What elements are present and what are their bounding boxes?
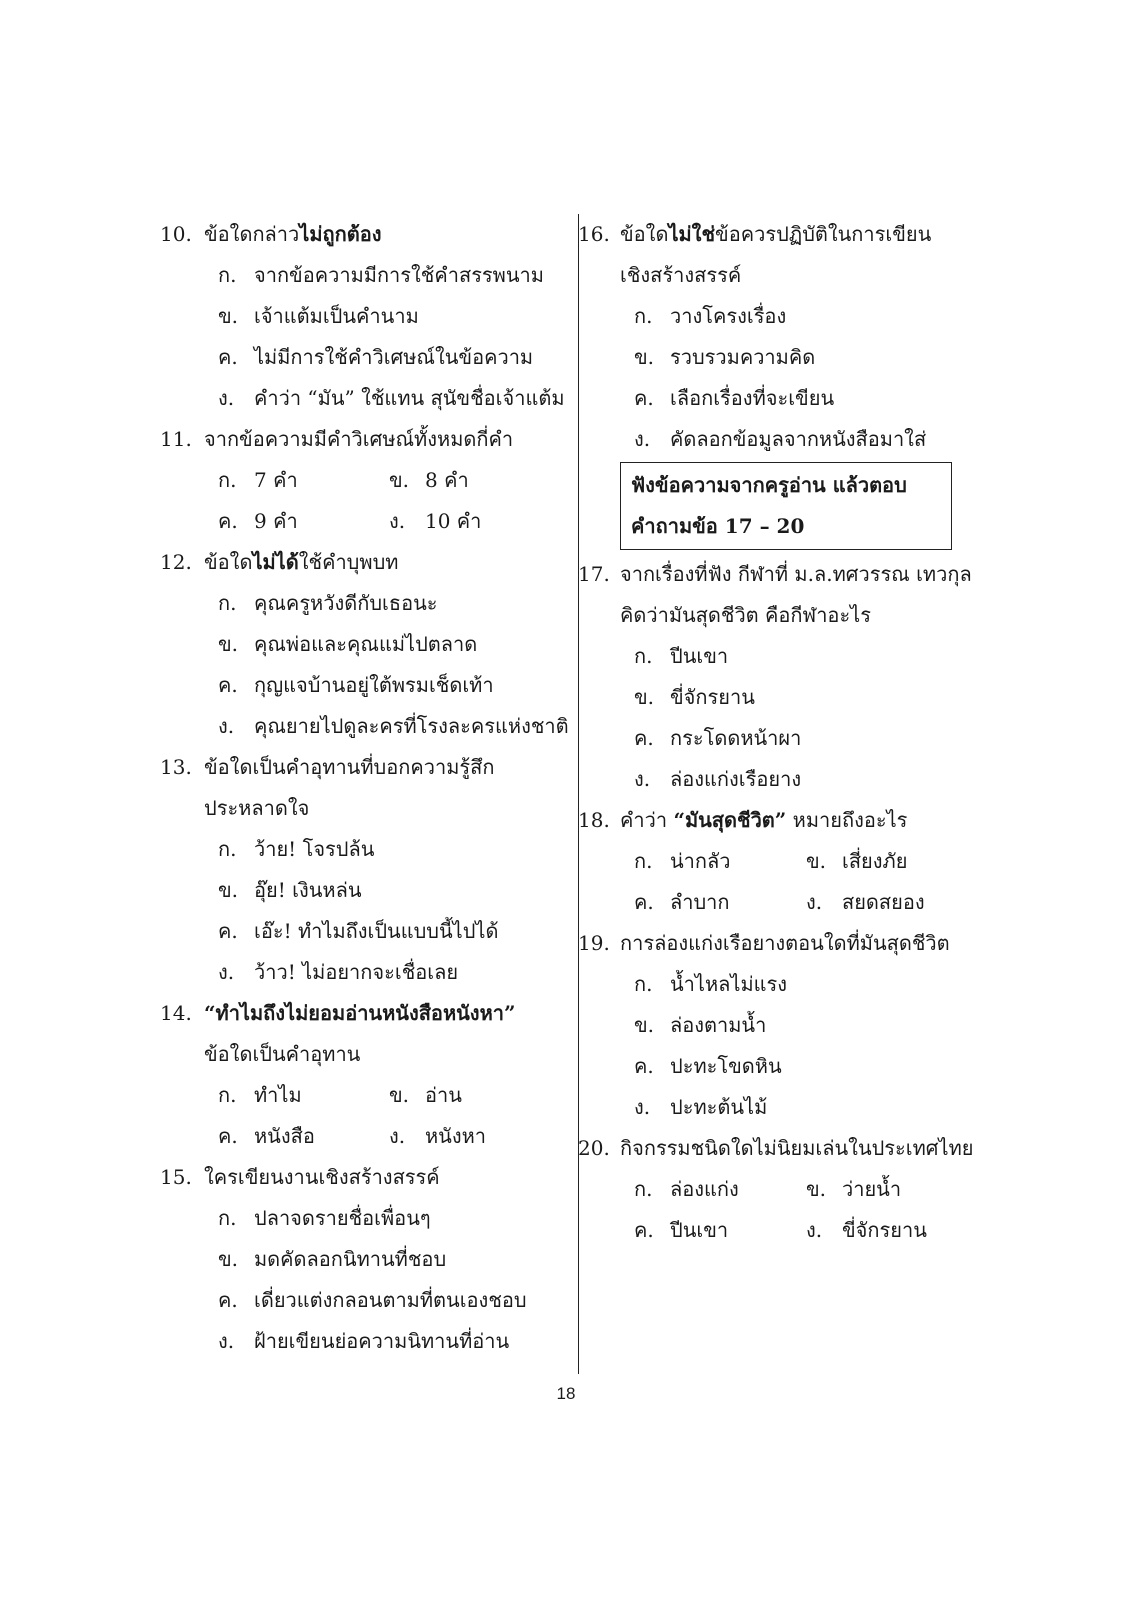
choice-label: ง. <box>634 1095 651 1119</box>
question-stem <box>160 419 560 460</box>
choice-label: ง. <box>634 767 651 791</box>
question-18 <box>578 800 978 923</box>
choice-text: อุ๊ย! เงินหล่น <box>254 878 362 902</box>
answer-choice[interactable] <box>578 378 978 419</box>
answer-choice[interactable] <box>634 841 806 882</box>
choice-label: ข. <box>218 878 239 902</box>
question-text-post: หมายถึงอะไร <box>786 808 908 832</box>
choice-label: ข. <box>218 304 239 328</box>
question-14 <box>160 993 560 1157</box>
answer-choice[interactable] <box>160 870 560 911</box>
question-text: ใครเขียนงานเชิงสร้างสรรค์ <box>204 1165 440 1189</box>
answer-choice[interactable] <box>578 718 978 759</box>
question-stem <box>160 542 560 583</box>
answer-choice[interactable] <box>389 460 560 501</box>
question-text <box>204 542 560 583</box>
choice-text: ขี่จักรยาน <box>842 1218 927 1242</box>
question-continuation: เชิงสร้างสรรค์ <box>620 263 742 287</box>
answer-choice-row <box>160 1116 560 1157</box>
choice-text: รวบรวมความคิด <box>670 345 816 369</box>
choice-text: คำว่า “มัน” ใช้แทน สุนัขชื่อเจ้าแต้ม <box>254 386 565 410</box>
choice-text: 9 คำ <box>254 509 298 533</box>
right-column <box>578 214 978 1251</box>
choice-text: ลำบาก <box>670 890 730 914</box>
question-number: 15. <box>160 1165 192 1189</box>
choice-label: ข. <box>218 632 239 656</box>
choice-label: ข. <box>806 1177 827 1201</box>
question-number: 13. <box>160 755 192 779</box>
question-continuation: ประหลาดใจ <box>204 796 310 820</box>
choice-label: ข. <box>806 849 827 873</box>
answer-choice[interactable] <box>218 1116 389 1157</box>
choice-text: เดี่ยวแต่งกลอนตามที่ตนเองชอบ <box>254 1288 527 1312</box>
question-emphasis: ไม่ถูกต้อง <box>299 222 382 246</box>
choice-label: ง. <box>634 427 651 451</box>
answer-choice[interactable] <box>160 911 560 952</box>
choice-label: ง. <box>389 509 406 533</box>
question-text: กิจกรรมชนิดใดไม่นิยมเล่นในประเทศไทย <box>620 1136 974 1160</box>
choice-text: น่ากลัว <box>670 849 731 873</box>
question-continuation: คิดว่ามันสุดชีวิต คือกีฬาอะไร <box>620 603 871 627</box>
answer-choice[interactable] <box>634 882 806 923</box>
question-text-pre: คำว่า <box>620 808 674 832</box>
question-number: 18. <box>578 808 610 832</box>
choice-label: ง. <box>218 714 235 738</box>
question-number: 16. <box>578 222 610 246</box>
choice-text: ปะทะโขดหิน <box>670 1054 782 1078</box>
choice-label: ก. <box>218 591 237 615</box>
choice-label: ค. <box>634 726 654 750</box>
choice-label: ค. <box>218 919 238 943</box>
answer-choice[interactable] <box>634 1169 806 1210</box>
question-continuation: ข้อใดเป็นคำอุทาน <box>204 1042 361 1066</box>
choice-label: ง. <box>218 386 235 410</box>
choice-label: ง. <box>389 1124 406 1148</box>
answer-choice[interactable] <box>578 296 978 337</box>
answer-choice[interactable] <box>160 1198 560 1239</box>
answer-choice[interactable] <box>160 665 560 706</box>
question-number: 12. <box>160 550 192 574</box>
choice-label: ค. <box>634 386 654 410</box>
answer-choice[interactable] <box>389 501 560 542</box>
question-number: 20. <box>578 1136 610 1160</box>
answer-choice[interactable] <box>389 1075 560 1116</box>
question-12 <box>160 542 569 747</box>
question-text <box>204 214 560 255</box>
question-text: การล่องแก่งเรือยางตอนใดที่มันสุดชีวิต <box>620 931 950 955</box>
answer-choice[interactable] <box>218 1075 389 1116</box>
answer-choice[interactable] <box>578 677 978 718</box>
answer-choice[interactable] <box>218 501 389 542</box>
answer-choice[interactable] <box>634 1210 806 1251</box>
answer-choice[interactable] <box>578 964 978 1005</box>
answer-choice[interactable] <box>806 882 978 923</box>
question-15 <box>160 1157 560 1362</box>
question-emphasis: “มันสุดชีวิต” <box>673 808 787 832</box>
question-text <box>620 800 978 841</box>
question-number: 17. <box>578 562 610 586</box>
question-number: 14. <box>160 1001 192 1025</box>
answer-choice[interactable] <box>160 624 560 665</box>
choice-label: ก. <box>634 1177 653 1201</box>
answer-choice[interactable] <box>160 829 560 870</box>
answer-choice[interactable] <box>160 296 560 337</box>
answer-choice[interactable] <box>389 1116 560 1157</box>
choice-text: ปีนเขา <box>670 644 729 668</box>
choice-label: ข. <box>634 345 655 369</box>
choice-text: จากข้อความมีการใช้คำสรรพนาม <box>254 263 544 287</box>
answer-choice-row <box>578 1169 978 1210</box>
question-19 <box>578 923 978 1128</box>
instruction-box <box>620 462 952 550</box>
question-number: 19. <box>578 931 610 955</box>
answer-choice-row <box>160 501 560 542</box>
question-11 <box>160 419 560 542</box>
choice-text: ว้าว! ไม่อยากจะเชื่อเลย <box>254 960 459 984</box>
instruction-line: คำถามข้อ 17 – 20 <box>631 514 805 538</box>
question-quote: “ทำไมถึงไม่ยอมอ่านหนังสือหนังหา” <box>204 1001 516 1025</box>
question-number: 10. <box>160 222 192 246</box>
question-16 <box>578 214 978 460</box>
choice-label: ง. <box>218 1329 235 1353</box>
question-text-pre: ข้อใด <box>620 222 669 246</box>
choice-label: ข. <box>218 1247 239 1271</box>
question-20 <box>578 1128 978 1251</box>
question-stem <box>578 554 978 595</box>
choice-label: ข. <box>634 1013 655 1037</box>
answer-choice[interactable] <box>578 1087 978 1128</box>
choice-text: ปีนเขา <box>670 1218 729 1242</box>
question-stem <box>578 800 978 841</box>
choice-text: เอ๊ะ! ทำไมถึงเป็นแบบนี้ไปได้ <box>254 919 499 943</box>
choice-text: ทำไม <box>254 1083 302 1107</box>
answer-choice[interactable] <box>160 378 565 419</box>
answer-choice[interactable] <box>160 255 560 296</box>
choice-label: ก. <box>634 972 653 996</box>
question-13 <box>160 747 560 993</box>
choice-label: ก. <box>634 849 653 873</box>
choice-label: ข. <box>389 468 410 492</box>
question-text <box>204 993 560 1034</box>
choice-text: เจ้าแต้มเป็นคำนาม <box>254 304 419 328</box>
question-stem <box>160 214 560 255</box>
choice-text: 8 คำ <box>425 468 469 492</box>
choice-label: ก. <box>634 644 653 668</box>
choice-text: ไม่มีการใช้คำวิเศษณ์ในข้อความ <box>254 345 534 369</box>
answer-choice[interactable] <box>160 706 569 747</box>
answer-choice-row <box>578 882 978 923</box>
choice-label: ค. <box>634 1054 654 1078</box>
answer-choice[interactable] <box>578 759 978 800</box>
question-emphasis: ไม่ใช่ <box>668 222 716 246</box>
answer-choice[interactable] <box>578 636 978 677</box>
answer-choice[interactable] <box>806 841 978 882</box>
choice-text: กระโดดหน้าผา <box>670 726 802 750</box>
choice-text: 10 คำ <box>425 509 482 533</box>
choice-text: วางโครงเรื่อง <box>670 304 787 328</box>
choice-label: ค. <box>218 673 238 697</box>
answer-choice[interactable] <box>160 583 560 624</box>
choice-label: ก. <box>218 263 237 287</box>
choice-label: ค. <box>634 890 654 914</box>
choice-label: ค. <box>218 345 238 369</box>
answer-choice[interactable] <box>578 1005 978 1046</box>
answer-choice[interactable] <box>806 1169 978 1210</box>
question-emphasis: ไม่ได้ <box>252 550 299 574</box>
answer-choice-row <box>578 1210 978 1251</box>
choice-label: ง. <box>806 1218 823 1242</box>
question-17 <box>578 554 978 800</box>
choice-label: ก. <box>634 304 653 328</box>
choice-text: ล่องตามน้ำ <box>670 1013 767 1037</box>
choice-text: ล่องแก่งเรือยาง <box>670 767 802 791</box>
answer-choice[interactable] <box>806 1210 978 1251</box>
choice-text: เสี่ยงภัย <box>842 849 908 873</box>
question-stem <box>578 923 978 964</box>
choice-label: ข. <box>634 685 655 709</box>
answer-choice[interactable] <box>160 1280 560 1321</box>
choice-text: 7 คำ <box>254 468 298 492</box>
question-10 <box>160 214 565 419</box>
choice-text: ปลาจดรายชื่อเพื่อนๆ <box>254 1206 431 1230</box>
answer-choice[interactable] <box>578 419 978 460</box>
choice-text: ขี่จักรยาน <box>670 685 755 709</box>
answer-choice-row <box>578 841 978 882</box>
choice-text: คุณยายไปดูละครที่โรงละครแห่งชาติ <box>254 714 569 738</box>
question-text <box>620 214 978 255</box>
question-text-pre: ข้อใด <box>204 550 253 574</box>
instruction-line: ฟังข้อความจากครูอ่าน แล้วตอบ <box>631 473 907 497</box>
question-stem <box>160 747 560 788</box>
question-stem <box>160 1157 560 1198</box>
answer-choice[interactable] <box>578 1046 978 1087</box>
question-stem <box>578 1128 978 1169</box>
page-number: 18 <box>556 1384 576 1403</box>
choice-text: เลือกเรื่องที่จะเขียน <box>670 386 835 410</box>
choice-label: ข. <box>389 1083 410 1107</box>
choice-text: น้ำไหลไม่แรง <box>670 972 788 996</box>
choice-label: ค. <box>218 509 238 533</box>
choice-text: ว่ายน้ำ <box>842 1177 902 1201</box>
choice-text: คุณพ่อและคุณแม่ไปตลาด <box>254 632 478 656</box>
choice-label: ก. <box>218 1206 237 1230</box>
answer-choice[interactable] <box>578 337 978 378</box>
choice-text: คัดลอกข้อมูลจากหนังสือมาใส่ <box>670 427 927 451</box>
choice-text: ล่องแก่ง <box>670 1177 739 1201</box>
choice-text: กุญแจบ้านอยู่ใต้พรมเช็ดเท้า <box>254 673 494 697</box>
choice-text: หนังสือ <box>254 1124 315 1148</box>
choice-text: อ่าน <box>425 1083 462 1107</box>
question-text: ข้อใดเป็นคำอุทานที่บอกความรู้สึก <box>204 755 495 779</box>
choice-text: สยดสยอง <box>842 890 925 914</box>
answer-choice[interactable] <box>160 1239 560 1280</box>
left-column <box>160 214 569 1362</box>
question-text: จากเรื่องที่ฟัง กีฬาที่ ม.ล.ทศวรรณ เทวกุล <box>620 562 972 586</box>
question-stem <box>578 214 978 255</box>
choice-text: คุณครูหวังดีกับเธอนะ <box>254 591 438 615</box>
choice-text: ฝ้ายเขียนย่อความนิทานที่อ่าน <box>254 1329 510 1353</box>
choice-label: ค. <box>218 1124 238 1148</box>
answer-choice[interactable] <box>160 952 560 993</box>
choice-label: ค. <box>218 1288 238 1312</box>
choice-label: ก. <box>218 837 237 861</box>
choice-label: ก. <box>218 468 237 492</box>
choice-label: ก. <box>218 1083 237 1107</box>
choice-text: มดคัดลอกนิทานที่ชอบ <box>254 1247 447 1271</box>
question-number: 11. <box>160 427 192 451</box>
question-text: จากข้อความมีคำวิเศษณ์ทั้งหมดกี่คำ <box>204 427 514 451</box>
answer-choice-row <box>160 460 560 501</box>
answer-choice-row <box>160 1075 560 1116</box>
choice-label: ง. <box>218 960 235 984</box>
choice-text: ปะทะต้นไม้ <box>670 1095 768 1119</box>
choice-label: ค. <box>634 1218 654 1242</box>
choice-text: ว้าย! โจรปล้น <box>254 837 375 861</box>
choice-text: หนังหา <box>425 1124 487 1148</box>
answer-choice[interactable] <box>218 460 389 501</box>
choice-label: ง. <box>806 890 823 914</box>
question-text-post: ข้อควรปฏิบัติในการเขียน <box>715 222 932 246</box>
answer-choice[interactable] <box>160 337 560 378</box>
question-stem <box>160 993 560 1034</box>
answer-choice[interactable] <box>160 1321 560 1362</box>
question-text-post: ใช้คำบุพบท <box>298 550 399 574</box>
question-text-pre: ข้อใดกล่าว <box>204 222 300 246</box>
